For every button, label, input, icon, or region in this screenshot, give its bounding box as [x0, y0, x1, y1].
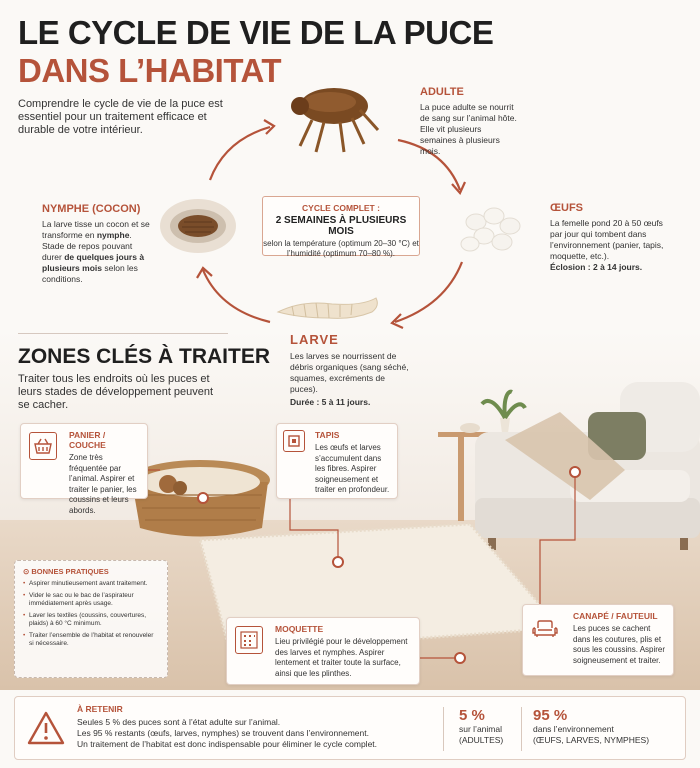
larva-illustration — [272, 290, 382, 326]
stage-nymphe-text: La larve tisse un cocon et se transforme en nymphe. Stade de repos pouvant durer de quelques jours à plusieurs mois selon les conditions. — [42, 219, 150, 284]
zones-intro: Traiter tous les endroits où les puces et leurs stades de développement peuvent se cacher. — [18, 373, 214, 411]
intro-text: Comprendre le cycle de vie de la puce est essentiel pour un traitement efficace et durable de votre intérieur. — [18, 98, 223, 136]
stage-larve-title: LARVE — [290, 332, 339, 347]
stage-oeufs-text: La femelle pond 20 à 50 œufs par jour qui tombent dans l’environnement (panier, tapis, moquette, etc.). — [550, 218, 664, 261]
rug-icon — [283, 430, 305, 452]
takeaway-line-1: Seules 5 % des puces sont à l’état adulte sur l’animal. — [77, 717, 281, 727]
zone-marker — [197, 492, 209, 504]
carpet-icon — [235, 626, 263, 654]
best-practices-title: ⊙ BONNES PRATIQUES — [23, 567, 109, 576]
cycle-label: CYCLE COMPLET : — [302, 203, 380, 213]
stat-adults-sublabel: (ADULTES) — [459, 735, 504, 745]
stat-environment-sublabel: (ŒUFS, LARVES, NYMPHES) — [533, 735, 650, 745]
stage-adulte-title: ADULTE — [420, 86, 464, 98]
cycle-duration: 2 SEMAINES À PLUSIEURS MOIS — [275, 215, 407, 237]
zone-canape-text: Les puces se cachent dans les coutures, plis et sous les coussins. Aspirer soigneusement et traiter. — [573, 624, 666, 665]
zone-card-tapis — [276, 423, 398, 499]
cycle-summary-box — [262, 196, 420, 256]
list-item: • Traiter l’ensemble de l’habitat et renouveler si nécessaire. — [23, 632, 159, 649]
divider — [521, 707, 522, 751]
list-item: • Laver les textiles (coussins, couvertures, plaids) à 60 °C minimum. — [23, 612, 159, 629]
key-takeaway-panel — [14, 696, 686, 760]
basket-icon — [29, 432, 57, 460]
zone-tapis-text: Les œufs et larves s’accumulent dans les fibres. Aspirer soigneusement et traiter en profondeur. — [315, 443, 390, 494]
takeaway-line-2: Les 95 % restants (œufs, larves, nymphes) se trouvent dans l’environnement. — [77, 728, 369, 738]
stat-adults-label: sur l’animal — [459, 724, 502, 734]
best-practices-list — [23, 580, 159, 649]
list-item: • Aspirer minutieusement avant traitement. — [23, 580, 159, 589]
stage-larve-text: Les larves se nourrissent de débris organiques (sang séché, squames, excréments de puces). — [290, 351, 409, 394]
zone-canape-title: CANAPÉ / FAUTEUIL — [573, 611, 658, 621]
zone-panier-text: Zone très fréquentée par l’animal. Aspirer et traiter le panier, les coussins et leurs abords. — [69, 453, 137, 515]
zone-marker — [569, 466, 581, 478]
zone-card-moquette — [226, 617, 420, 685]
best-practices-panel — [14, 560, 168, 678]
stage-adulte-text: La puce adulte se nourrit de sang sur l’animal hôte. Elle vit plusieurs semaines à plusieurs mois. — [420, 102, 517, 156]
stage-oeufs-title: ŒUFS — [550, 202, 583, 214]
flea-illustration — [282, 80, 382, 160]
takeaway-line-3: Un traitement de l’habitat est donc indispensable pour éliminer le cycle complet. — [77, 739, 378, 749]
warning-icon — [27, 711, 65, 745]
stat-adults-value: 5 % — [459, 707, 485, 724]
stat-environment-value: 95 % — [533, 707, 568, 724]
zone-moquette-title: MOQUETTE — [275, 624, 324, 634]
zones-title: ZONES CLÉS À TRAITER — [18, 345, 271, 368]
stage-larve-duree: Durée : 5 à 11 jours. — [290, 397, 371, 407]
page-title: LE CYCLE DE VIE DE LA PUCE — [18, 14, 494, 51]
cocoon-illustration — [158, 196, 238, 256]
divider — [443, 707, 444, 751]
stage-oeufs-eclosion: Éclosion : 2 à 14 jours. — [550, 262, 643, 272]
eggs-illustration — [456, 200, 526, 260]
zone-moquette-text: Lieu privilégié pour le développement des larves et nymphes. Aspirer lentement et traiter toute la surface, ainsi que les plinthes. — [275, 637, 408, 678]
divider — [18, 333, 228, 334]
zone-panier-title: PANIER / COUCHE — [69, 430, 106, 450]
page-subtitle: DANS L’HABITAT — [18, 52, 282, 89]
stage-nymphe-title: NYMPHE (COCON) — [42, 203, 141, 215]
sofa-icon — [531, 615, 559, 643]
cycle-conditions: selon la température (optimum 20–30 °C) et l’humidité (optimum 70–80 %). — [263, 239, 419, 258]
list-item: • Vider le sac ou le bac de l’aspirateur immédiatement après usage. — [23, 592, 159, 609]
zone-card-panier — [20, 423, 148, 515]
zone-tapis-title: TAPIS — [315, 430, 340, 440]
zone-card-canape — [522, 604, 674, 676]
zone-marker — [454, 652, 466, 664]
zone-marker — [332, 556, 344, 568]
stat-environment-label: dans l’environnement — [533, 724, 614, 734]
gear-icon: ⊙ — [23, 567, 30, 576]
takeaway-title: À RETENIR — [77, 704, 123, 714]
